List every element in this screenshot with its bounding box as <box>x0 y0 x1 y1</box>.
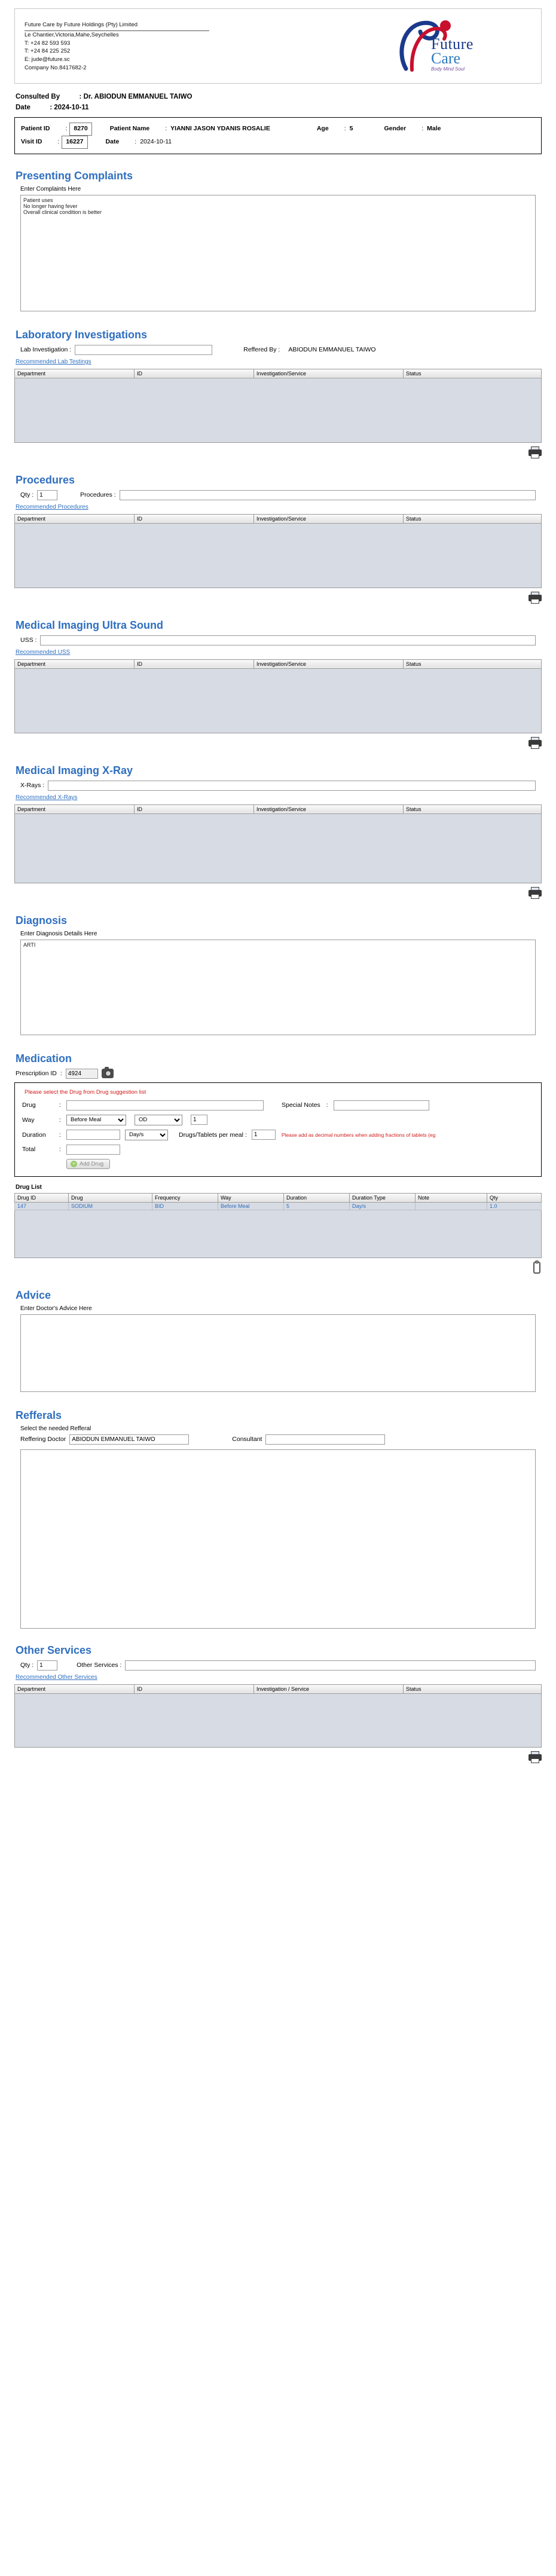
drug-col-id: Drug ID <box>15 1193 69 1202</box>
drug-input[interactable] <box>66 1100 264 1110</box>
patient-info-row-1 <box>21 123 535 136</box>
clinic-address-line: Le Chantier,Victoria,Mahe,Seychelles <box>25 31 119 38</box>
advice-textarea[interactable] <box>20 1314 536 1392</box>
printer-icon[interactable] <box>528 446 542 458</box>
camera-icon[interactable] <box>102 1069 114 1078</box>
lab-col-service: Investigation/Service <box>254 369 404 378</box>
uss-col-status: Status <box>404 659 542 668</box>
os-col-id: ID <box>135 1684 254 1693</box>
printer-icon[interactable] <box>528 1751 542 1763</box>
proc-col-service: Investigation/Service <box>254 514 404 523</box>
refferals-title: Refferals <box>16 1409 62 1421</box>
per-meal-input[interactable] <box>252 1130 276 1140</box>
printer-icon[interactable] <box>528 737 542 749</box>
ultrasound-title: Medical Imaging Ultra Sound <box>16 619 164 631</box>
logo-text-future: Future <box>431 35 473 53</box>
complaints-textarea[interactable] <box>20 195 536 311</box>
visit-date-colon: : <box>135 137 137 145</box>
visit-date-value: 2024-10-11 <box>140 137 172 145</box>
os-col-service: Investigation / Service <box>254 1684 404 1693</box>
presenting-complaints-title: Presenting Complaints <box>16 169 133 182</box>
refferals-subtitle: Select the needed Refferal <box>20 1425 91 1432</box>
procedures-field-label: Procedures : <box>80 491 116 499</box>
refferal-doctor-row <box>20 1434 542 1445</box>
drug-col-drug: Drug <box>69 1193 152 1202</box>
uss-label: USS : <box>20 637 37 644</box>
patient-id-colon: : <box>65 125 68 132</box>
cell-frequency: BID <box>152 1202 218 1210</box>
drug-list-title: Drug List <box>16 1183 42 1191</box>
xray-col-service: Investigation/Service <box>254 804 404 813</box>
drug-col-way: Way <box>218 1193 284 1202</box>
xray-title: Medical Imaging X-Ray <box>16 764 133 776</box>
prescription-id-label: Prescription ID <box>16 1070 57 1078</box>
lab-grid-body <box>14 378 542 443</box>
recommended-procedures-link[interactable]: Recommended Procedures <box>16 503 88 510</box>
lab-referred-by-value: ABIODUN EMMANUEL TAIWO <box>288 346 376 354</box>
prescription-id-row <box>16 1069 542 1079</box>
xray-col-department: Department <box>15 804 135 813</box>
clinic-email: E: jude@future.sc <box>25 56 70 63</box>
proc-col-id: ID <box>135 514 254 523</box>
diagnosis-textarea[interactable] <box>20 940 536 1035</box>
proc-col-status: Status <box>404 514 542 523</box>
drug-row: Drug : Special Notes : <box>22 1100 534 1110</box>
os-col-status: Status <box>404 1684 542 1693</box>
drug-label: Drug <box>22 1102 36 1109</box>
special-notes-label: Special Notes <box>282 1102 320 1109</box>
patient-id-value: 8270 <box>69 123 91 136</box>
drug-col-frequency: Frequency <box>152 1193 218 1202</box>
patient-name-value: YIANNI JASON YDANIS ROSALIE <box>170 125 270 132</box>
lab-col-status: Status <box>404 369 542 378</box>
patient-name-label: Patient Name <box>109 125 150 132</box>
other-services-qty-label: Qty : <box>20 1662 34 1669</box>
table-row[interactable] <box>15 1202 542 1210</box>
lab-investigation-row <box>20 345 542 355</box>
add-drug-button[interactable] <box>66 1159 110 1169</box>
printer-icon[interactable] <box>528 592 542 604</box>
clinic-phone-1: T: +24 82 593 593 <box>25 39 71 47</box>
cell-duration: 5 <box>284 1202 350 1210</box>
procedures-input[interactable] <box>120 490 536 500</box>
letterhead <box>14 8 542 84</box>
duration-input[interactable] <box>66 1130 120 1140</box>
drug-col-duration: Duration <box>284 1193 350 1202</box>
visit-date-label: Date <box>105 137 120 145</box>
recommended-uss-link[interactable]: Recommended USS <box>16 648 71 656</box>
consult-date-value: 2024-10-11 <box>54 104 89 111</box>
diagnosis-title: Diagnosis <box>16 914 68 926</box>
per-meal-label: Drugs/Tablets per meal : <box>179 1131 247 1139</box>
patient-age-value: 5 <box>349 125 353 132</box>
uss-grid-body <box>14 669 542 733</box>
xray-col-id: ID <box>135 804 254 813</box>
patient-info-row-2 <box>21 136 535 149</box>
clipboard-icon[interactable] <box>532 1262 542 1274</box>
special-notes-input[interactable] <box>334 1100 429 1110</box>
consulted-by-label: Consulted By <box>16 93 60 100</box>
drug-col-qty: Qty <box>487 1193 542 1202</box>
medication-warning: Please select the Drug from Drug suggestion list <box>25 1088 146 1096</box>
drug-list-grid <box>14 1193 542 1258</box>
lab-investigation-label: Lab Investigation : <box>20 346 72 354</box>
patient-gender-value: Male <box>427 125 441 132</box>
duration-type-select[interactable] <box>125 1130 168 1140</box>
total-label: Total <box>22 1146 36 1154</box>
lab-col-department: Department <box>15 369 135 378</box>
uss-row <box>20 635 542 645</box>
lab-investigation-input[interactable] <box>75 345 212 355</box>
consulted-by-colon: : <box>79 93 82 100</box>
patient-gender-colon: : <box>421 125 424 132</box>
recommended-xrays-link[interactable]: Recommended X-Rays <box>16 794 78 801</box>
procedures-grid-body <box>14 524 542 588</box>
drug-col-note: Note <box>416 1193 487 1202</box>
clinic-address <box>25 17 209 72</box>
clinic-phone-2: T: +24 84 225 252 <box>25 48 71 55</box>
other-services-title: Other Services <box>16 1644 92 1656</box>
recommended-other-services-link[interactable]: Recommended Other Services <box>16 1674 97 1681</box>
visit-id-value: 16227 <box>62 136 87 149</box>
patient-gender-label: Gender <box>384 125 407 132</box>
other-services-row <box>20 1660 542 1671</box>
logo-text-care: Care <box>431 50 461 67</box>
patient-name-colon: : <box>165 125 167 132</box>
complaints-subtitle: Enter Complaints Here <box>20 185 81 192</box>
duration-label: Duration <box>22 1131 46 1139</box>
other-services-grid-body <box>14 1694 542 1748</box>
uss-col-department: Department <box>15 659 135 668</box>
drug-col-duration-type: Duration Type <box>350 1193 416 1202</box>
advice-subtitle: Enter Doctor's Advice Here <box>20 1305 92 1312</box>
xray-label: X-Rays : <box>20 782 45 790</box>
procedures-qty-label: Qty : <box>20 491 34 499</box>
consult-date-colon: : <box>50 104 53 111</box>
procedures-qty-input[interactable] <box>37 490 57 500</box>
other-services-input[interactable] <box>125 1660 536 1671</box>
xray-grid-body <box>14 814 542 883</box>
way-label: Way <box>22 1116 35 1124</box>
uss-col-service: Investigation/Service <box>254 659 404 668</box>
prescription-id-colon: : <box>60 1070 62 1078</box>
diagnosis-subtitle: Enter Diagnosis Details Here <box>20 930 97 937</box>
per-meal-note: Please add as decimal numbers when adding fractions of tablets (eg <box>281 1131 436 1138</box>
consulted-by-value: Dr. ABIODUN EMMANUEL TAIWO <box>83 93 193 100</box>
cell-way: Before Meal <box>218 1202 284 1210</box>
total-input[interactable] <box>66 1145 120 1155</box>
cell-drug-name: SODIUM <box>69 1202 152 1210</box>
patient-age-label: Age <box>316 125 329 132</box>
total-row: Total : <box>22 1145 534 1155</box>
lab-results-grid <box>14 369 542 443</box>
procedures-row <box>20 490 542 500</box>
consultation-page <box>0 8 556 1781</box>
printer-icon[interactable] <box>528 887 542 899</box>
recommended-lab-testings-link[interactable]: Recommended Lab Testings <box>16 358 91 365</box>
refferal-list-panel[interactable] <box>20 1449 536 1629</box>
consult-date-label: Date <box>16 104 30 111</box>
os-col-department: Department <box>15 1684 135 1693</box>
clinic-logo <box>394 17 531 75</box>
way-row: Way : Before Meal OD 1 <box>22 1115 534 1125</box>
xray-row <box>20 781 542 791</box>
uss-input[interactable] <box>40 635 536 645</box>
medication-title: Medication <box>16 1052 72 1064</box>
uss-grid <box>14 659 542 733</box>
procedures-grid <box>14 514 542 588</box>
frequency-count-input[interactable] <box>191 1115 207 1125</box>
clinic-name: Future Care by Future Holdings (Pty) Limited <box>25 21 209 31</box>
lab-col-id: ID <box>135 369 254 378</box>
consulted-by-row <box>16 93 542 100</box>
consult-date-row <box>16 104 542 111</box>
procedures-title: Procedures <box>16 473 75 486</box>
uss-col-id: ID <box>135 659 254 668</box>
cell-note <box>416 1202 487 1210</box>
duration-row: Duration : Day/s Drugs/Tablets per meal : 1 Please add as decimal numbers when adding fractions of tablets (eg <box>22 1130 534 1140</box>
visit-id-label: Visit ID <box>21 137 42 145</box>
lab-referred-by-label: Reffered By : <box>243 346 280 354</box>
patient-id-label: Patient ID <box>21 125 50 132</box>
medication-entry-box <box>14 1082 542 1177</box>
xray-col-status: Status <box>404 804 542 813</box>
patient-age-colon: : <box>344 125 346 132</box>
plus-icon: + <box>71 1161 77 1167</box>
visit-id-colon: : <box>57 137 60 145</box>
advice-title: Advice <box>16 1289 51 1301</box>
cell-qty: 1.0 <box>487 1202 542 1210</box>
xray-input[interactable] <box>48 781 536 791</box>
reffering-doctor-label: Reffering Doctor <box>20 1436 66 1443</box>
xray-grid <box>14 804 542 883</box>
clinic-company-no: Company No.8417682-2 <box>25 64 87 71</box>
add-drug-label: Add Drug <box>80 1160 104 1167</box>
cell-duration-type: Day/s <box>350 1202 416 1210</box>
consultant-label: Consultant <box>232 1436 262 1443</box>
patient-info-box <box>14 117 542 154</box>
other-services-qty-input[interactable] <box>37 1660 57 1671</box>
proc-col-department: Department <box>15 514 135 523</box>
other-services-field-label: Other Services : <box>77 1662 122 1669</box>
laboratory-investigations-title: Laboratory Investigations <box>16 328 148 341</box>
reffering-doctor-input[interactable] <box>69 1434 189 1445</box>
other-services-grid <box>14 1684 542 1748</box>
way-select[interactable] <box>66 1115 126 1125</box>
consultant-input[interactable] <box>265 1434 385 1445</box>
logo-tagline: Body Mind Soul <box>431 66 465 72</box>
drug-list-grid-body <box>14 1210 542 1258</box>
prescription-id-input[interactable] <box>66 1069 98 1079</box>
frequency-select[interactable] <box>135 1115 182 1125</box>
cell-drug-id: 147 <box>15 1202 69 1210</box>
